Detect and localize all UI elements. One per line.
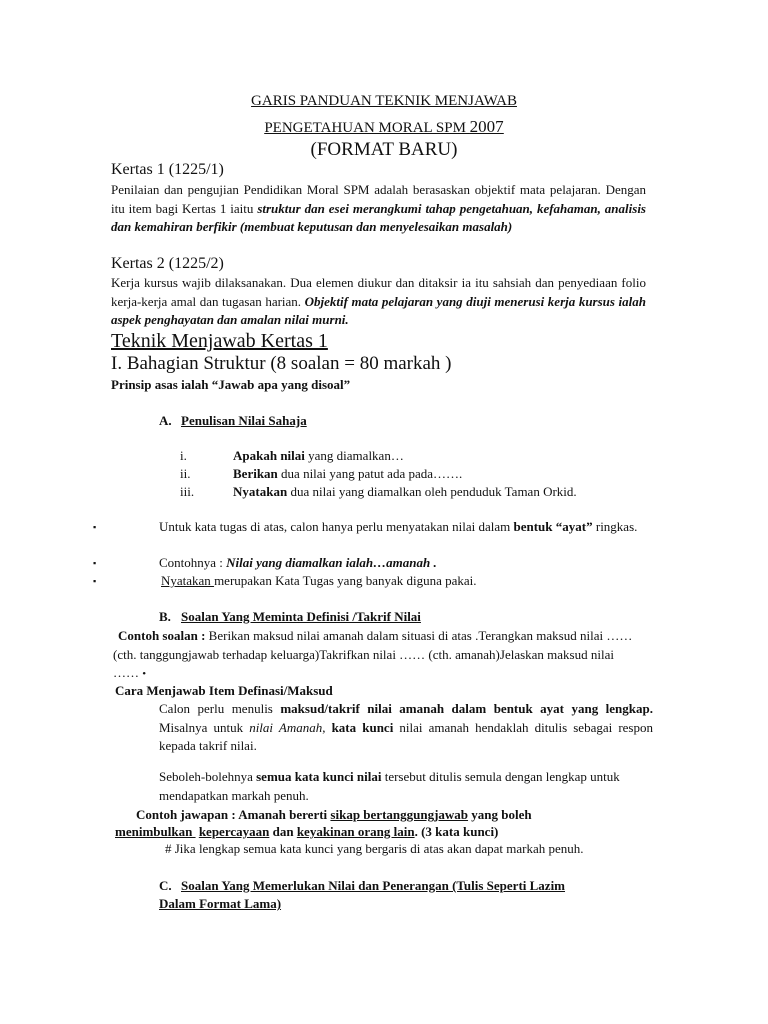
cara-paragraph2: Seboleh-bolehnya semua kata kunci nilai tersebut ditulis semula dengan lengkap untuk mendapatkan markah penuh. <box>159 769 620 803</box>
section-c-label: C. <box>159 878 172 893</box>
prinsip-text: Prinsip asas ialah “Jawab apa yang disoal” <box>111 377 351 392</box>
markah-note: # Jika lengkap semua kata kunci yang bergaris di atas akan dapat markah penuh. <box>165 841 584 856</box>
list-item-num: ii. <box>180 466 191 481</box>
list-item: Nyatakan dua nilai yang diamalkan oleh penduduk Taman Orkid. <box>233 484 577 499</box>
kertas2-heading: Kertas 2 (1225/2) <box>111 255 224 272</box>
bullet2-text: Contohnya : Nilai yang diamalkan ialah…amanah . <box>159 555 437 570</box>
kertas1-heading: Kertas 1 (1225/1) <box>111 161 224 178</box>
doc-title-line3: (FORMAT BARU) <box>310 139 458 160</box>
kertas2-paragraph: Kerja kursus wajib dilaksanakan. Dua elemen diukur dan ditaksir ia itu sahsiah dan penyediaan folio kerja-kerja amal dan tugasan harian. Objektif mata pelajaran yang diuji menerusi kerja kursus ialah aspek penghayatan dan amalan nilai murni. <box>111 275 646 327</box>
list-item: Apakah nilai yang diamalkan… <box>233 448 404 463</box>
contoh-jawapan-line2: menimbulkan kepercayaan dan keyakinan orang lain. (3 kata kunci) <box>115 824 499 839</box>
section-c-title-line2: Dalam Format Lama) <box>159 896 282 911</box>
bahagian-heading: I. Bahagian Struktur (8 soalan = 80 markah ) <box>111 353 452 374</box>
cara-paragraph1: Calon perlu menulis maksud/takrif nilai amanah dalam bentuk ayat yang lengkap. Misalnya untuk nilai Amanah, kata kunci nilai amanah hendaklah ditulis sebagai respon kepada takrif nilai. <box>159 701 653 753</box>
section-a-label: A. <box>159 413 172 428</box>
bullet-marker: ▪ <box>93 576 97 586</box>
bullet-marker: ▪ <box>93 522 97 532</box>
doc-title-line1: GARIS PANDUAN TEKNIK MENJAWAB <box>251 93 517 109</box>
section-c-title: Soalan Yang Memerlukan Nilai dan Penerangan (Tulis Seperti Lazim <box>181 878 566 893</box>
contoh-jawapan: Contoh jawapan : Amanah bererti sikap bertanggungjawab yang boleh <box>136 807 532 822</box>
kertas1-paragraph: Penilaian dan pengujian Pendidikan Moral SPM adalah berasaskan objektif mata pelajaran. Dengan itu item bagi Kertas 1 iaitu struktur dan esei merangkumi tahap pengetahuan, kefahaman, analisis dan kemahiran berfikir (membuat keputusan dan menyelesaikan masalah) <box>111 182 646 234</box>
section-a-title: Penulisan Nilai Sahaja <box>181 413 307 428</box>
list-item-num: i. <box>180 448 187 463</box>
contoh-soalan-paragraph: Contoh soalan : Berikan maksud nilai amanah dalam situasi di atas .Terangkan maksud nilai …… (cth. tanggungjawab terhadap keluarga)Takrifkan nilai …… (cth. amanah)Jelaskan maksud nilai …… • <box>113 628 633 680</box>
doc-title-line2: PENGETAHUAN MORAL SPM 2007 <box>264 117 504 136</box>
bullet1-text: Untuk kata tugas di atas, calon hanya perlu menyatakan nilai dalam bentuk “ayat” ringkas. <box>159 519 638 534</box>
bullet-marker: ▪ <box>93 558 97 568</box>
bullet3-text: Nyatakan merupakan Kata Tugas yang banyak diguna pakai. <box>161 573 477 588</box>
cara-menjawab-heading: Cara Menjawab Item Definasi/Maksud <box>115 683 333 698</box>
teknik-heading: Teknik Menjawab Kertas 1 <box>111 330 328 352</box>
section-b-label: B. <box>159 609 171 624</box>
section-b-title: Soalan Yang Meminta Definisi /Takrif Nilai <box>181 609 421 624</box>
list-item-num: iii. <box>180 484 195 499</box>
list-item: Berikan dua nilai yang patut ada pada……. <box>233 466 463 481</box>
